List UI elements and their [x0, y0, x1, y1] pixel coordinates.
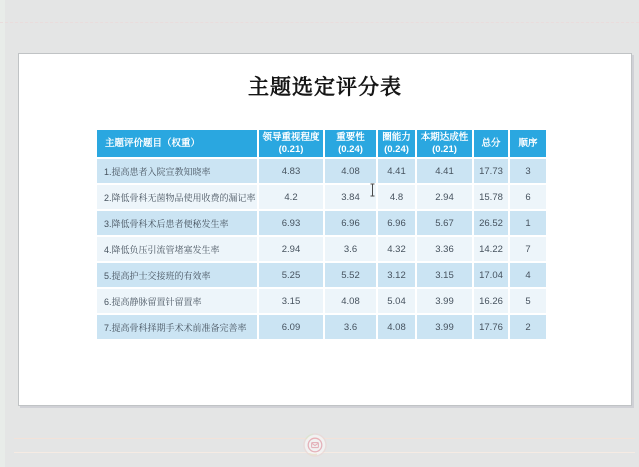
- ibeam-text-cursor-icon: [369, 183, 376, 197]
- table-row: [96, 288, 547, 314]
- score-cell[interactable]: 4.41: [416, 158, 473, 184]
- header-weight: (0.21): [432, 143, 457, 155]
- header-achievability[interactable]: [416, 129, 473, 158]
- total-cell[interactable]: 14.22: [473, 236, 509, 262]
- score-table: [95, 128, 548, 341]
- header-label: 本期达成性: [420, 132, 469, 144]
- total-cell[interactable]: 17.04: [473, 262, 509, 288]
- score-cell[interactable]: 3.12: [377, 262, 416, 288]
- score-cell[interactable]: 4.08: [324, 288, 377, 314]
- topic-cell[interactable]: 7.提高骨科择期手术术前准备完善率: [96, 314, 258, 340]
- score-cell[interactable]: 3.36: [416, 236, 473, 262]
- total-cell[interactable]: 16.26: [473, 288, 509, 314]
- header-weight: (0.21): [278, 143, 304, 155]
- table-row: [96, 210, 547, 236]
- background-edge-tint: [0, 0, 5, 467]
- table-header-row: [96, 129, 547, 158]
- score-cell[interactable]: 3.99: [416, 314, 473, 340]
- header-weight: (0.24): [338, 143, 363, 155]
- score-cell[interactable]: 2.94: [416, 184, 473, 210]
- rank-cell[interactable]: 6: [509, 184, 547, 210]
- score-cell[interactable]: 6.96: [377, 210, 416, 236]
- header-label: 总分: [481, 137, 501, 149]
- header-total[interactable]: [473, 129, 509, 158]
- score-cell[interactable]: 3.15: [416, 262, 473, 288]
- score-cell[interactable]: 6.96: [324, 210, 377, 236]
- top-divider-line: [0, 22, 639, 23]
- table-row: [96, 236, 547, 262]
- header-label: 顺序: [518, 137, 538, 149]
- score-cell[interactable]: 5.25: [258, 262, 324, 288]
- score-cell[interactable]: 3.99: [416, 288, 473, 314]
- header-leadership[interactable]: [258, 129, 324, 158]
- score-cell[interactable]: 3.15: [258, 288, 324, 314]
- rank-cell[interactable]: 1: [509, 210, 547, 236]
- score-cell[interactable]: 4.08: [377, 314, 416, 340]
- slide-canvas[interactable]: [18, 53, 632, 406]
- header-weight: (0.24): [384, 143, 409, 155]
- score-cell[interactable]: 4.32: [377, 236, 416, 262]
- rank-cell[interactable]: 3: [509, 158, 547, 184]
- header-label: 圈能力: [382, 132, 411, 144]
- score-cell[interactable]: 5.67: [416, 210, 473, 236]
- header-capability[interactable]: [377, 129, 416, 158]
- slide-title[interactable]: 主题选定评分表: [248, 76, 402, 99]
- topic-cell[interactable]: 5.提高护士交接班的有效率: [96, 262, 258, 288]
- table-row: [96, 262, 547, 288]
- score-cell[interactable]: 4.8: [377, 184, 416, 210]
- score-cell[interactable]: 4.41: [377, 158, 416, 184]
- total-cell[interactable]: 26.52: [473, 210, 509, 236]
- topic-cell[interactable]: 3.降低骨科术后患者便秘发生率: [96, 210, 258, 236]
- mail-circle-icon: [303, 433, 327, 457]
- header-label: 重要性: [336, 132, 365, 144]
- score-cell[interactable]: 5.04: [377, 288, 416, 314]
- score-cell[interactable]: 6.09: [258, 314, 324, 340]
- topic-cell[interactable]: 6.提高静脉留置针留置率: [96, 288, 258, 314]
- score-cell[interactable]: 3.6: [324, 236, 377, 262]
- score-cell[interactable]: 4.08: [324, 158, 377, 184]
- topic-cell[interactable]: 1.提高患者入院宣教知晓率: [96, 158, 258, 184]
- rank-cell[interactable]: 2: [509, 314, 547, 340]
- total-cell[interactable]: 17.76: [473, 314, 509, 340]
- header-importance[interactable]: [324, 129, 377, 158]
- header-label: 主题评价题目（权重）: [105, 137, 201, 149]
- score-cell[interactable]: 3.6: [324, 314, 377, 340]
- score-cell[interactable]: 6.93: [258, 210, 324, 236]
- table-row: [96, 184, 547, 210]
- score-cell[interactable]: 3.84: [324, 184, 377, 210]
- score-cell[interactable]: 5.52: [324, 262, 377, 288]
- score-cell[interactable]: 2.94: [258, 236, 324, 262]
- total-cell[interactable]: 15.78: [473, 184, 509, 210]
- score-cell[interactable]: 4.83: [258, 158, 324, 184]
- score-cell[interactable]: 4.2: [258, 184, 324, 210]
- header-label: 领导重视程度: [262, 132, 320, 144]
- header-rank[interactable]: [509, 129, 547, 158]
- rank-cell[interactable]: 7: [509, 236, 547, 262]
- table-row: [96, 158, 547, 184]
- rank-cell[interactable]: 5: [509, 288, 547, 314]
- topic-cell[interactable]: 2.降低骨科无菌物品使用收费的漏记率: [96, 184, 258, 210]
- rank-cell[interactable]: 4: [509, 262, 547, 288]
- header-topic[interactable]: [96, 129, 258, 158]
- topic-cell[interactable]: 4.降低负压引流管堵塞发生率: [96, 236, 258, 262]
- total-cell[interactable]: 17.73: [473, 158, 509, 184]
- table-row: [96, 314, 547, 340]
